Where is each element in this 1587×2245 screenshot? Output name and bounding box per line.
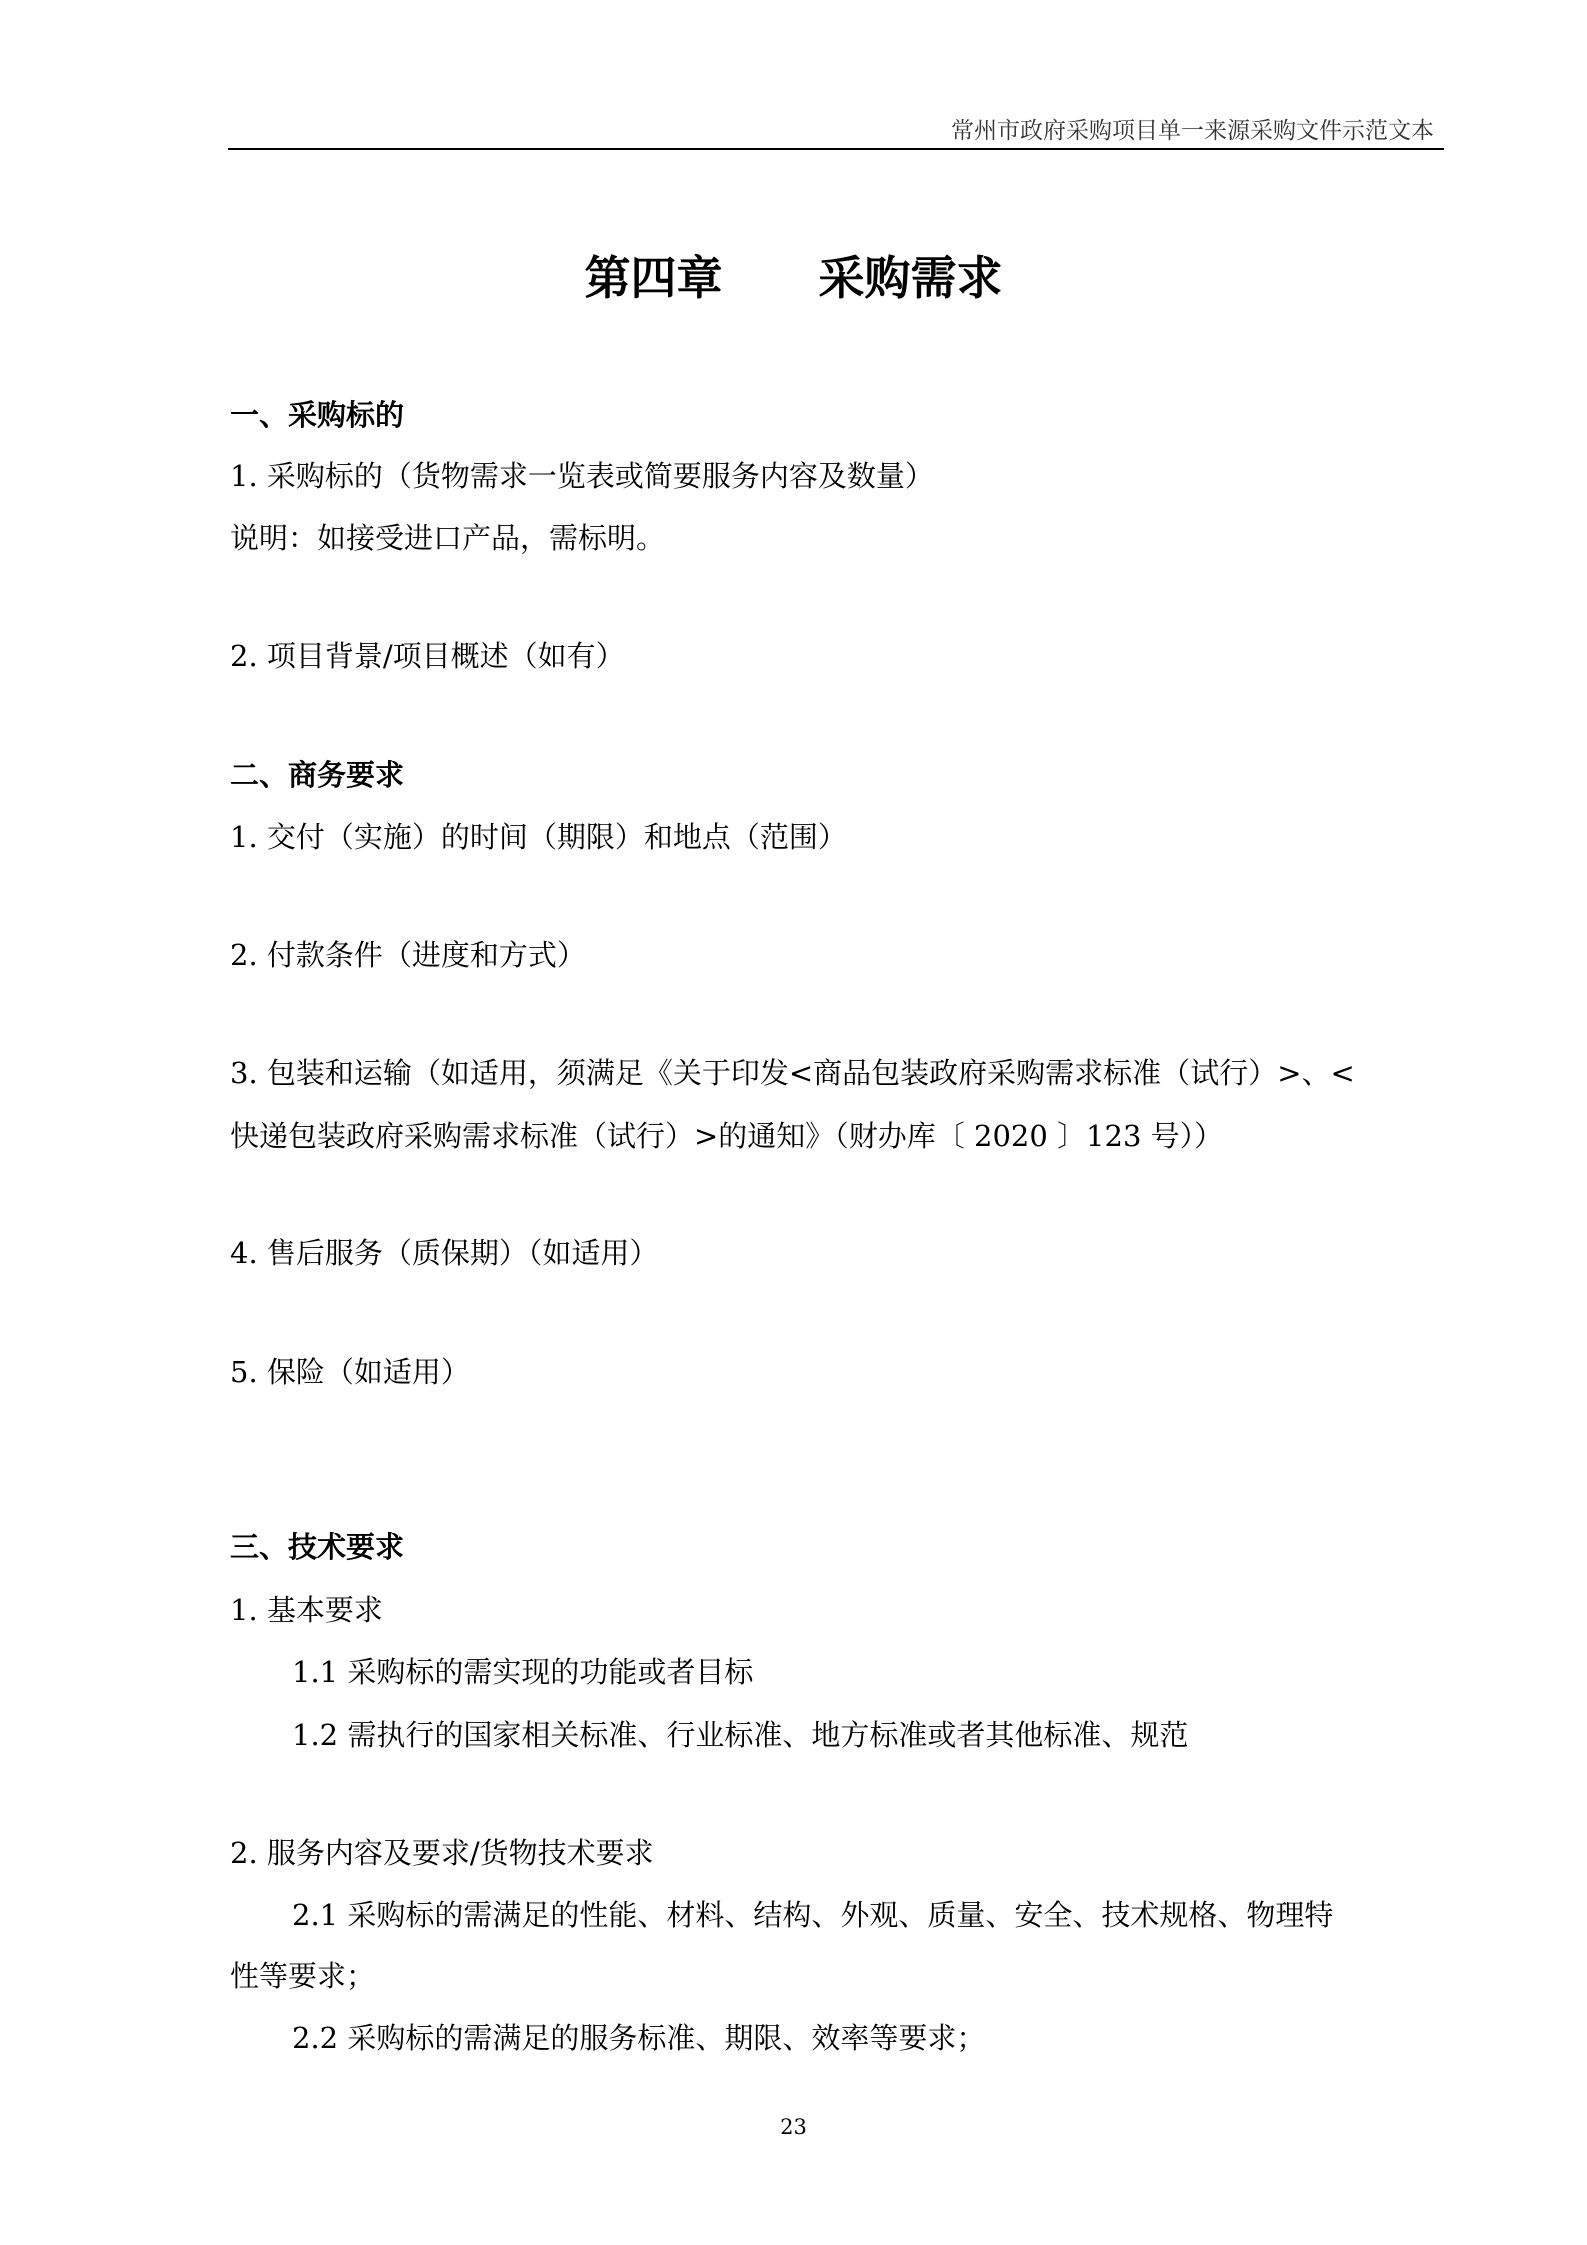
paragraph-note: 说明：如接受进口产品，需标明。 [230, 521, 666, 555]
paragraph: 2. 项目背景/项目概述（如有） [230, 639, 625, 673]
sub-paragraph: 2.1 采购标的需满足的性能、材料、结构、外观、质量、安全、技术规格、物理特 [292, 1898, 1334, 1932]
sub-paragraph: 1.1 采购标的需实现的功能或者目标 [292, 1655, 754, 1689]
sub-paragraph: 1.2 需执行的国家相关标准、行业标准、地方标准或者其他标准、规范 [292, 1718, 1189, 1752]
running-header: 常州市政府采购项目单一来源采购文件示范文本 [951, 118, 1434, 144]
paragraph: 5. 保险（如适用） [230, 1355, 470, 1389]
header-divider [228, 148, 1444, 150]
paragraph: 4. 售后服务（质保期）（如适用） [230, 1236, 659, 1270]
section-heading-procurement-subject: 一、采购标的 [230, 398, 405, 432]
paragraph-continuation: 快递包装政府采购需求标准（试行）>的通知》（财办库〔 2020 〕123 号）） [230, 1119, 1224, 1153]
paragraph: 1. 基本要求 [230, 1593, 383, 1627]
section-heading-technical-requirements: 三、技术要求 [230, 1530, 405, 1564]
paragraph: 1. 交付（实施）的时间（期限）和地点（范围） [230, 820, 847, 854]
sub-paragraph: 2.2 采购标的需满足的服务标准、期限、效率等要求； [292, 2021, 986, 2055]
paragraph: 3. 包装和运输（如适用，须满足《关于印发<商品包装政府采购需求标准（试行）>、< [230, 1056, 1355, 1090]
section-heading-business-requirements: 二、商务要求 [230, 758, 405, 792]
paragraph: 1. 采购标的（货物需求一览表或简要服务内容及数量） [230, 459, 934, 493]
page-number: 23 [780, 2115, 807, 2139]
paragraph: 2. 付款条件（进度和方式） [230, 938, 586, 972]
paragraph-continuation: 性等要求； [230, 1959, 376, 1993]
paragraph: 2. 服务内容及要求/货物技术要求 [230, 1836, 654, 1870]
chapter-title: 第四章 采购需求 [584, 251, 1003, 305]
